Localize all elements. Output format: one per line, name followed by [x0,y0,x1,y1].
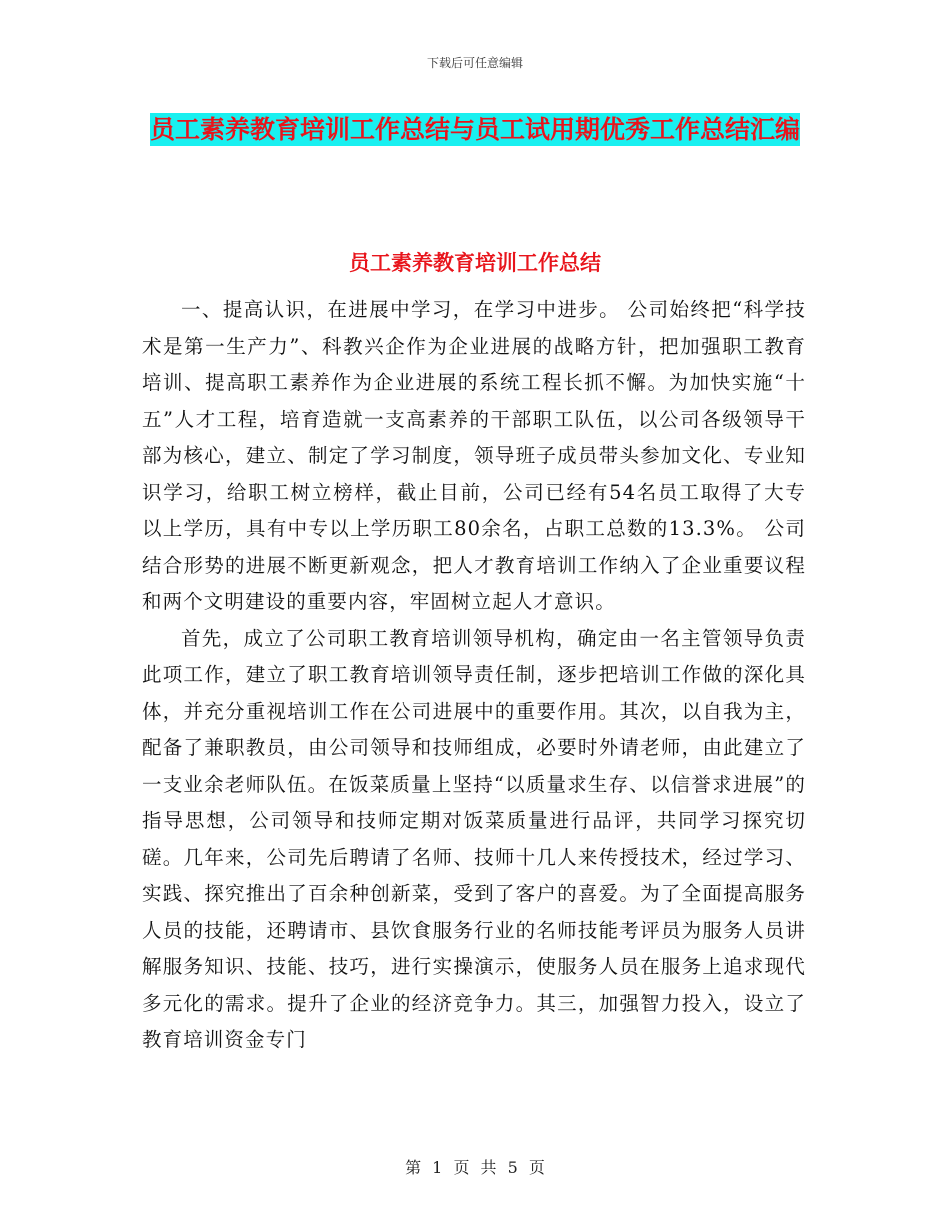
header-note: 下载后可任意编辑 [426,56,523,70]
document-title-text: 员工素养教育培训工作总结与员工试用期优秀工作总结汇编 [149,115,800,144]
section-heading: 员工素养教育培训工作总结 [349,251,601,275]
body-paragraph: 首先，成立了公司职工教育培训领导机构，确定由一名主管领导负责此项工作，建立了职工教育培训领导责任制，逐步把培训工作做的深化具体，并充分重视培训工作在公司进展中的重要作用。其次，以自我为主，配备了兼职教员，由公司领导和技师组成，必要时外请老师，由此建立了一支业余老师队伍。在饭菜质量上坚持“以质量求生存、以信誉求进展”的指导思想，公司领导和技师定期对饭菜质量进行品评，共同学习探究切磋。几年来，公司先后聘请了名师、技师十几人来传授技术，经过学习、实践、探究推出了百余种创新菜，受到了客户的喜爱。为了全面提高服务人员的技能，还聘请市、县饮食服务行业的名师技能考评员为服务人员讲解服务知识、技能、技巧，进行实操演示，使服务人员在服务上追求现代多元化的需求。提升了企业的经济竞争力。其三，加强智力投入，设立了教育培训资金专门 [142,626,806,1051]
page-number-footer: 第 1 页 共 5 页 [405,1158,545,1177]
body-paragraph: 一、提高认识，在进展中学习，在学习中进步。 公司始终把“科学技术是第一生产力”、科教兴企作为企业进展的战略方针，把加强职工教育培训、提高职工素养作为企业进展的系统工程长抓不懈。为加快实施“十五”人才工程，培育造就一支高素养的干部职工队伍，以公司各级领导干部为核心，建立、制定了学习制度，领导班子成员带头参加文化、专业知识学习，给职工树立榜样，截止目前，公司已经有54名员工取得了大专以上学历，具有中专以上学历职工80余名，占职工总数的13.3%。 公司结合形势的进展不断更新观念，把人才教育培训工作纳入了企业重要议程和两个文明建设的重要内容，牢固树立起人才意识。 [142,298,806,613]
document-title [140,104,810,156]
document-body [142,292,806,1059]
